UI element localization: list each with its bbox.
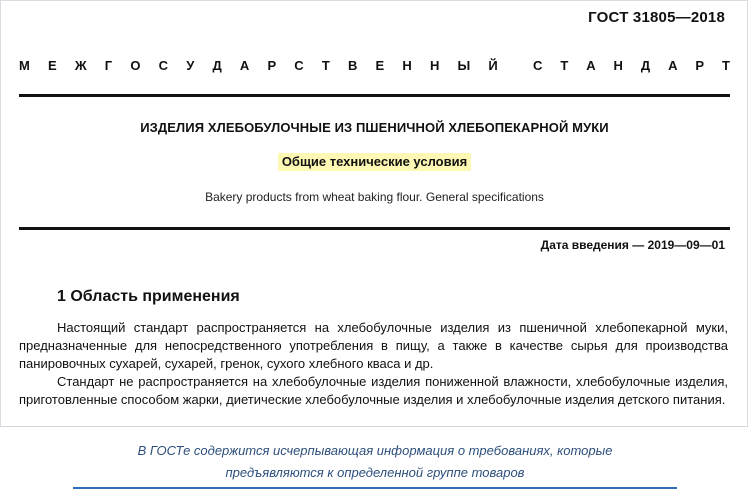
top-divider xyxy=(19,94,730,97)
section-heading: 1 Область применения xyxy=(57,288,240,305)
letter: Е xyxy=(48,58,57,73)
caption-line: предъявляются к определенной группе товаров xyxy=(225,465,525,480)
paragraph: Настоящий стандарт распространяется на хлебобулочные изделия из пшеничной хлебопекарной муки, предназначенные для непосредственного употребления в пищу, а также в качестве сырья для производства панировочных сухарей, сухарей, гренок, сухого хлебного кваса и др. xyxy=(19,320,728,371)
letter: Н xyxy=(429,58,440,73)
body-text xyxy=(19,319,728,409)
letter: Т xyxy=(321,58,330,73)
letter: Е xyxy=(375,58,385,73)
middle-divider xyxy=(19,227,730,230)
paragraph: Стандарт не распространяется на хлебобулочные изделия пониженной влажности, хлебобулочные изделия, приготовленные способом жарки, диетические хлебобулочные изделия и хлебобулочные изделия детского питания. xyxy=(19,374,728,407)
letter: С xyxy=(294,58,304,73)
introduction-date: Дата введения — 2019—09—01 xyxy=(540,238,725,252)
document-title: ИЗДЕЛИЯ ХЛЕБОБУЛОЧНЫЕ ИЗ ПШЕНИЧНОЙ ХЛЕБОПЕКАРНОЙ МУКИ xyxy=(140,120,609,135)
interstate-standard-heading xyxy=(19,58,730,73)
letter: Д xyxy=(212,58,222,73)
letter: Ж xyxy=(74,58,87,73)
letter: Т xyxy=(722,58,730,73)
letter: Р xyxy=(695,58,705,73)
caption-line: В ГОСТе содержится исчерпывающая информация о требованиях, которые xyxy=(137,443,613,458)
letter: Г xyxy=(104,58,113,73)
letter: С xyxy=(533,58,543,73)
interstate-word xyxy=(19,58,498,73)
letter: Н xyxy=(402,58,412,73)
gost-number: ГОСТ 31805—2018 xyxy=(588,9,725,26)
letter: С xyxy=(158,58,169,73)
english-title: Bakery products from wheat baking flour. General specifications xyxy=(205,190,544,204)
letter: Т xyxy=(560,58,569,73)
caption-underline xyxy=(73,487,677,489)
letter: У xyxy=(186,58,195,73)
letter: Р xyxy=(267,58,277,73)
letter: Д xyxy=(640,58,651,73)
highlighted-subtitle: Общие технические условия xyxy=(278,153,471,171)
letter: Н xyxy=(613,58,623,73)
letter: А xyxy=(239,58,250,73)
letter: Й xyxy=(488,58,498,73)
subtitle-container xyxy=(19,153,730,171)
letter: О xyxy=(130,58,141,73)
letter: М xyxy=(19,58,30,73)
letter: В xyxy=(347,58,358,73)
standard-word xyxy=(533,58,730,73)
letter: А xyxy=(586,58,596,73)
letter: Ы xyxy=(457,58,471,73)
letter: А xyxy=(668,58,678,73)
image-caption xyxy=(0,440,750,484)
